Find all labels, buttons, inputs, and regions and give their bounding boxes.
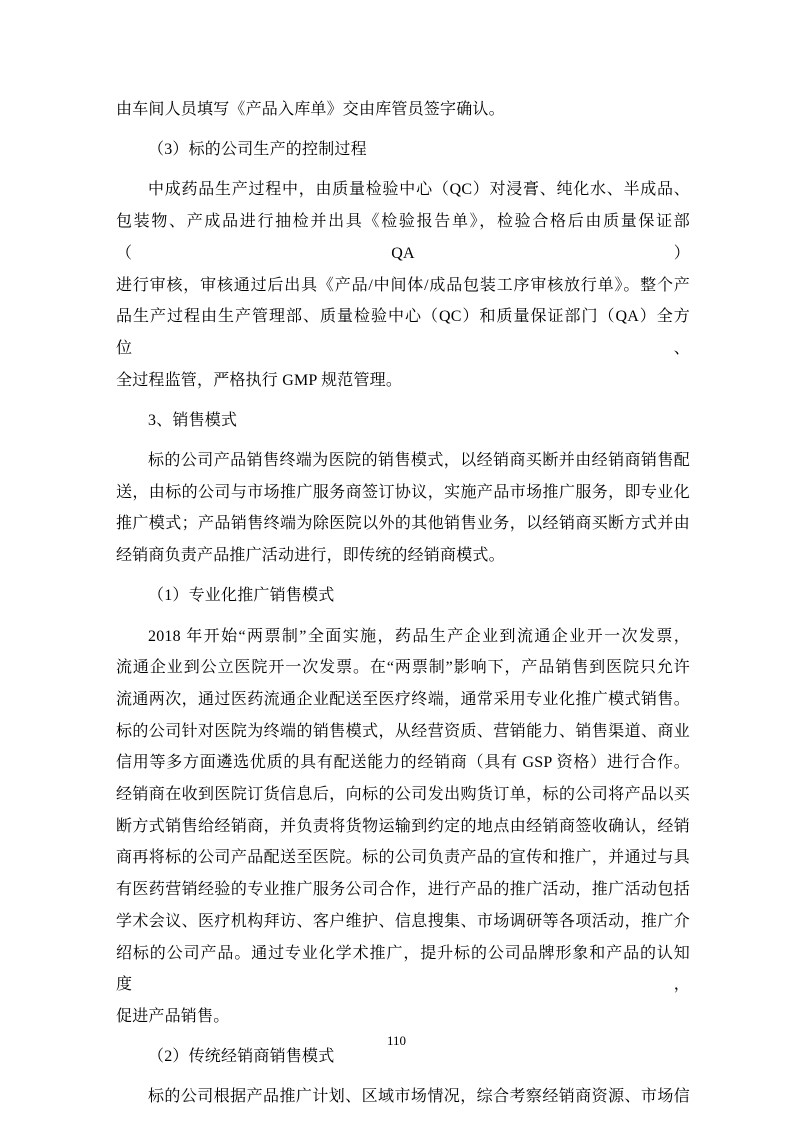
text-line: 品生产过程由生产管理部、质量检验中心（QC）和质量保证部门（QA）全方位、 — [116, 308, 690, 357]
text-line: 商再将标的公司产品配送至医院。标的公司负责产品的宣传和推广，并通过与具 — [116, 849, 690, 867]
text-line: 流通两次，通过医药流通企业配送至医疗终端，通常采用专业化推广模式销售。 — [116, 690, 690, 708]
section-heading: 3、销售模式 — [148, 411, 238, 429]
page-number: 110 — [386, 1033, 407, 1048]
text-line: 进行审核，审核通过后出具《产品/中间体/成品包装工序审核放行单》。整个产 — [116, 276, 690, 294]
text-line: 推广模式；产品销售终端为除医院以外的其他销售业务，以经销商买断方式并由 — [116, 515, 690, 533]
text-line: 有医药营销经验的专业推广服务公司合作，进行产品的推广活动，推广活动包括 — [116, 881, 690, 899]
text-line: 断方式销售给经销商，并负责将货物运输到约定的地点由经销商签收确认，经销 — [116, 817, 690, 835]
section-heading: （2）传统经销商销售模式 — [148, 1048, 335, 1066]
text-line: 全过程监管，严格执行 GMP 规范管理。 — [116, 371, 403, 389]
text-line: 信用等多方面遴选优质的具有配送能力的经销商（具有 GSP 资格）进行合作。 — [116, 754, 690, 772]
paragraph — [116, 445, 690, 572]
text-line: 由车间人员填写《产品入库单》交由库管员签字确认。 — [116, 101, 505, 118]
text-line: 中成药品生产过程中，由质量检验中心（QC）对浸膏、纯化水、半成品、 — [148, 181, 690, 199]
text-line: 标的公司产品销售终端为医院的销售模式，以经销商买断并由经销商销售配 — [148, 452, 690, 470]
text-line: 流通企业到公立医院开一次发票。在“两票制”影响下，产品销售到医院只允许 — [116, 659, 690, 677]
text-line: 标的公司针对医院为终端的销售模式，从经营资质、营销能力、销售渠道、商业 — [116, 722, 690, 740]
paragraph — [116, 1081, 690, 1113]
text-line: 包装物、产成品进行抽检并出具《检验报告单》，检验合格后由质量保证部（QA） — [116, 213, 690, 262]
document-content — [116, 94, 690, 1113]
section-heading: （1）专业化推广销售模式 — [148, 587, 335, 605]
text-line: 经销商负责产品推广活动进行，即传统的经销商模式。 — [116, 547, 505, 565]
text-line: 2018 年开始“两票制”全面实施，药品生产企业到流通企业开一次发票， — [148, 627, 690, 645]
paragraph-continuation — [116, 94, 690, 126]
text-line: 送，由标的公司与市场推广服务商签订协议，实施产品市场推广服务，即专业化 — [116, 483, 690, 501]
text-line: 经销商在收到医院订货信息后，向标的公司发出购货订单，标的公司将产品以买 — [116, 786, 690, 804]
text-line: 标的公司根据产品推广计划、区域市场情况，综合考察经销商资源、市场信 — [148, 1088, 690, 1106]
paragraph — [116, 174, 690, 396]
text-line: 绍标的公司产品。通过专业化学术推广，提升标的公司品牌形象和产品的认知度， — [116, 944, 690, 994]
section-heading: （3）标的公司生产的控制过程 — [148, 141, 367, 159]
paragraph — [116, 621, 690, 1033]
text-line: 促进产品销售。 — [116, 1007, 230, 1025]
text-line: 学术会议、医疗机构拜访、客户维护、信息搜集、市场调研等各项活动，推广介 — [116, 912, 690, 930]
